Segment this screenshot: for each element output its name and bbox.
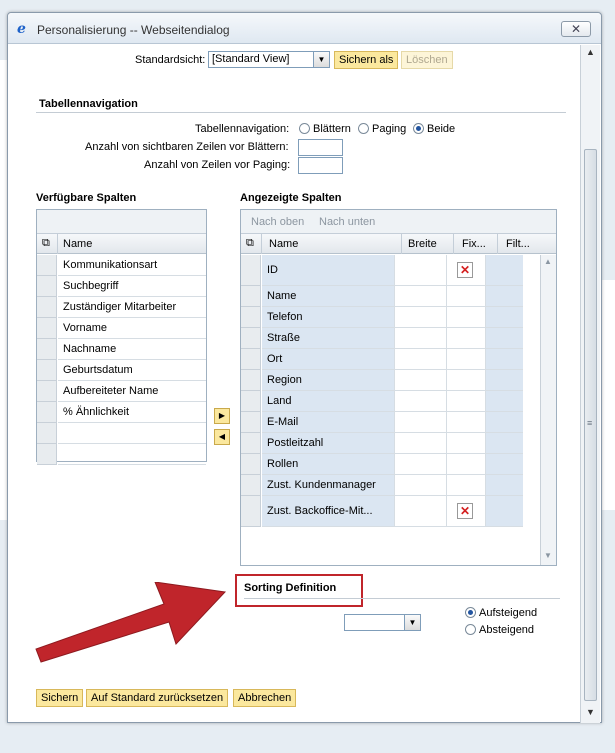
arrow-right-icon: ▶ (218, 411, 226, 420)
filter-cell[interactable] (485, 391, 523, 412)
radio-selected-icon (465, 607, 476, 618)
standard-view-value: [Standard View] (212, 53, 290, 65)
fix-checkbox-x-icon[interactable]: ✕ (457, 503, 473, 519)
move-down-button[interactable]: Nach unten (319, 216, 376, 228)
width-cell[interactable] (394, 496, 446, 527)
rows-scroll-label: Anzahl von sichtbaren Zeilen vor Blättern: (85, 141, 289, 153)
row-selector[interactable] (241, 433, 261, 454)
fix-cell[interactable] (446, 349, 485, 370)
divider (453, 234, 454, 254)
list-item[interactable]: Aufbereiteter Name (58, 381, 206, 402)
row-selector[interactable] (37, 276, 57, 297)
radio-paging[interactable]: Paging (358, 123, 406, 135)
scroll-up-icon[interactable]: ▲ (544, 257, 552, 266)
row-selector[interactable] (37, 402, 57, 423)
reset-button[interactable]: Auf Standard zurücksetzen (86, 689, 228, 707)
row-selector[interactable] (241, 307, 261, 328)
filter-cell[interactable] (485, 412, 523, 433)
radio-descending[interactable]: Absteigend (465, 624, 534, 636)
row-selector[interactable] (37, 297, 57, 318)
filter-cell[interactable] (485, 286, 523, 307)
column-select-icon[interactable]: ⧉ (246, 237, 254, 249)
chevron-down-icon: ▼ (313, 52, 329, 67)
scroll-up-icon[interactable]: ▲ (586, 47, 595, 57)
row-selector[interactable] (241, 454, 261, 475)
fix-cell[interactable] (446, 328, 485, 349)
table-row[interactable]: Zust. Kundenmanager (262, 475, 394, 496)
table-row[interactable]: Straße (262, 328, 394, 349)
filter-cell[interactable] (485, 349, 523, 370)
browser-icon: e (17, 21, 26, 37)
dialog-scrollbar[interactable] (580, 45, 600, 723)
row-selector[interactable] (37, 255, 57, 276)
move-up-button[interactable]: Nach oben (251, 216, 305, 228)
table-row[interactable]: Postleitzahl (262, 433, 394, 454)
row-selector[interactable] (241, 370, 261, 391)
row-selector[interactable] (37, 339, 57, 360)
fix-cell[interactable] (446, 307, 485, 328)
standard-view-label: Standardsicht: (135, 54, 206, 66)
radio-selected-icon (413, 123, 424, 134)
scroll-down-icon[interactable]: ▼ (586, 707, 595, 717)
divider (57, 234, 58, 254)
dialog-window (7, 12, 602, 723)
grip-icon: ≡ (587, 418, 593, 428)
width-cell[interactable] (394, 454, 446, 475)
move-left-button[interactable] (214, 429, 230, 445)
table-toolbar (241, 210, 556, 234)
annotation-arrow-icon (33, 582, 233, 667)
list-item[interactable] (58, 423, 206, 444)
available-header-name: Name (63, 238, 93, 250)
width-cell[interactable] (394, 433, 446, 454)
close-button[interactable]: ✕ (561, 21, 591, 37)
row-selector[interactable] (241, 496, 261, 527)
list-item[interactable] (58, 444, 206, 465)
width-cell[interactable] (394, 349, 446, 370)
table-nav-heading: Tabellennavigation (39, 98, 138, 110)
row-selector[interactable] (241, 412, 261, 433)
column-select-icon[interactable]: ⧉ (42, 237, 50, 249)
list-item[interactable]: Suchbegriff (58, 276, 206, 297)
header-width: Breite (408, 238, 437, 250)
width-cell[interactable] (394, 391, 446, 412)
radio-blaettern[interactable]: Blättern (299, 123, 351, 135)
standard-view-select[interactable] (208, 51, 330, 68)
radio-icon (465, 624, 476, 635)
filter-cell[interactable] (485, 433, 523, 454)
list-item[interactable]: Nachname (58, 339, 206, 360)
save-as-button[interactable]: Sichern als (334, 51, 398, 69)
divider (244, 598, 560, 599)
filter-cell[interactable] (485, 307, 523, 328)
row-selector[interactable] (241, 286, 261, 307)
window-title: Personalisierung -- Webseitendialog (37, 23, 230, 37)
list-item[interactable]: Geburtsdatum (58, 360, 206, 381)
fix-cell[interactable] (446, 475, 485, 496)
row-selector[interactable] (37, 381, 57, 402)
row-selector[interactable] (241, 255, 261, 286)
move-right-button[interactable] (214, 408, 230, 424)
fix-cell[interactable] (446, 255, 485, 286)
divider (261, 234, 262, 254)
width-cell[interactable] (394, 255, 446, 286)
filter-cell[interactable] (485, 454, 523, 475)
displayed-columns-heading: Angezeigte Spalten (240, 192, 342, 204)
filter-cell[interactable] (485, 328, 523, 349)
fix-cell[interactable] (446, 433, 485, 454)
list-item[interactable]: Zuständiger Mitarbeiter (58, 297, 206, 318)
row-selector[interactable] (241, 391, 261, 412)
width-cell[interactable] (394, 475, 446, 496)
table-row[interactable]: Region (262, 370, 394, 391)
divider (36, 112, 566, 113)
filter-cell[interactable] (485, 475, 523, 496)
rows-paging-input[interactable] (298, 157, 343, 174)
table-row[interactable]: Zust. Backoffice-Mit... (262, 496, 394, 527)
dialog-content (8, 45, 580, 723)
header-fix: Fix... (462, 238, 486, 250)
scroll-down-icon[interactable]: ▼ (544, 551, 552, 560)
width-cell[interactable] (394, 328, 446, 349)
width-cell[interactable] (394, 307, 446, 328)
list-item[interactable]: Kommunikationsart (58, 255, 206, 276)
table-row[interactable]: Name (262, 286, 394, 307)
radio-icon (299, 123, 310, 134)
displayed-columns-table (240, 209, 557, 566)
table-row[interactable]: Telefon (262, 307, 394, 328)
row-selector[interactable] (241, 475, 261, 496)
sorting-field-select[interactable] (344, 614, 421, 631)
available-columns-table (36, 209, 207, 462)
table-row[interactable]: Ort (262, 349, 394, 370)
row-selector[interactable] (241, 349, 261, 370)
width-cell[interactable] (394, 412, 446, 433)
fix-cell[interactable] (446, 391, 485, 412)
row-selector[interactable] (37, 423, 57, 444)
available-columns-heading: Verfügbare Spalten (36, 192, 137, 204)
divider (401, 234, 402, 254)
radio-beide[interactable]: Beide (413, 123, 455, 135)
row-selector[interactable] (37, 318, 57, 339)
displayed-scrollbar[interactable] (540, 255, 556, 565)
width-cell[interactable] (394, 370, 446, 391)
radio-ascending[interactable]: Aufsteigend (465, 607, 537, 619)
list-item[interactable]: Vorname (58, 318, 206, 339)
fix-cell[interactable] (446, 370, 485, 391)
table-header (241, 234, 556, 254)
scrollbar-thumb[interactable] (584, 149, 597, 701)
divider (497, 234, 498, 254)
list-item[interactable]: % Ähnlichkeit (58, 402, 206, 423)
cancel-button[interactable]: Abbrechen (233, 689, 296, 707)
table-row[interactable]: Rollen (262, 454, 394, 475)
table-header (37, 234, 206, 254)
radio-icon (358, 123, 369, 134)
width-cell[interactable] (394, 286, 446, 307)
table-row[interactable]: Land (262, 391, 394, 412)
save-button[interactable]: Sichern (36, 689, 83, 707)
rows-scroll-input[interactable] (298, 139, 343, 156)
row-selector[interactable] (37, 360, 57, 381)
arrow-left-icon: ◀ (218, 432, 226, 441)
title-bar (8, 13, 601, 44)
chevron-down-icon: ▼ (404, 615, 420, 630)
fix-checkbox-x-icon[interactable]: ✕ (457, 262, 473, 278)
header-name: Name (269, 238, 299, 250)
filter-cell[interactable] (485, 370, 523, 391)
table-row[interactable]: ID (262, 255, 394, 286)
table-toolbar (37, 210, 206, 234)
background-page-right (601, 280, 615, 510)
fix-cell[interactable] (446, 496, 485, 527)
rows-paging-label: Anzahl von Zeilen vor Paging: (144, 159, 291, 171)
filter-cell[interactable] (485, 496, 523, 527)
filter-cell[interactable] (485, 255, 523, 286)
row-selector[interactable] (37, 444, 57, 465)
sorting-heading: Sorting Definition (244, 582, 337, 594)
table-nav-label: Tabellennavigation: (195, 123, 290, 135)
fix-cell[interactable] (446, 454, 485, 475)
fix-cell[interactable] (446, 412, 485, 433)
header-filter: Filt... (506, 238, 530, 250)
row-selector[interactable] (241, 328, 261, 349)
table-row[interactable]: E-Mail (262, 412, 394, 433)
fix-cell[interactable] (446, 286, 485, 307)
delete-button[interactable]: Löschen (401, 51, 453, 69)
